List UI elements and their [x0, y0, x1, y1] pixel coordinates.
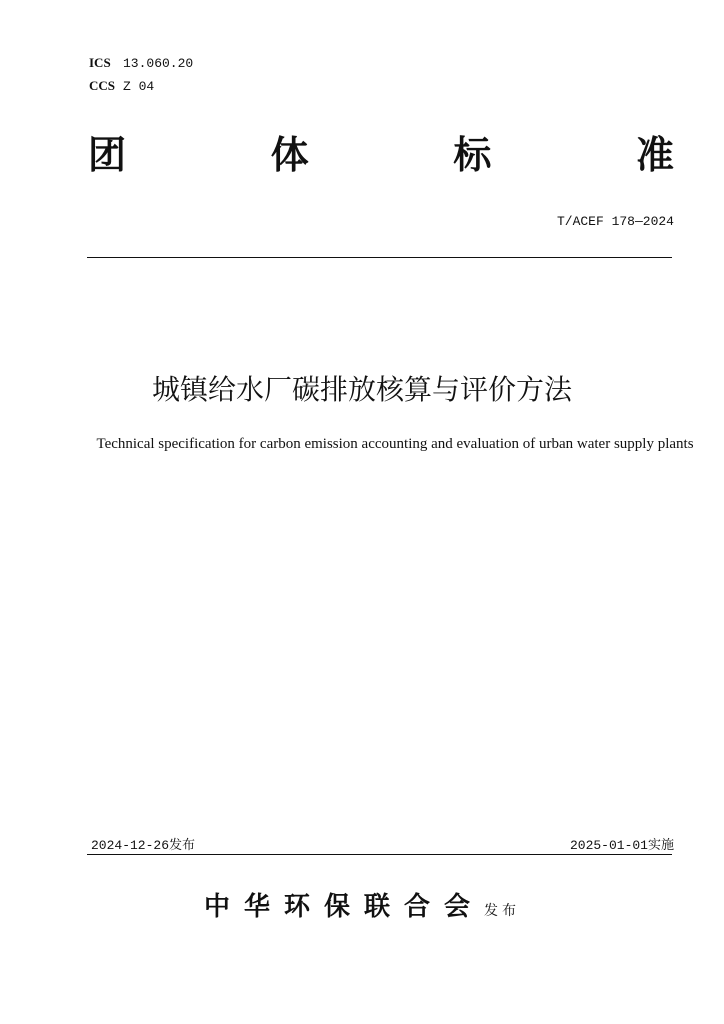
bottom-divider [87, 854, 672, 855]
ics-line [89, 52, 193, 75]
publisher-line [0, 886, 724, 923]
publish-date-block [91, 834, 195, 853]
publisher-organization: 中华环保联合会 [203, 892, 484, 922]
implement-date: 2025-01-01 [569, 838, 648, 853]
english-title: Technical specification for carbon emission accounting and evaluation of urban water supply plants [96, 436, 694, 452]
ccs-line [89, 75, 193, 98]
heading-char: 标 [453, 133, 492, 177]
chinese-title: 城镇给水厂碳排放核算与评价方法 [151, 373, 572, 406]
standard-number: T/ACEF 178—2024 [556, 214, 674, 229]
publisher-action: 发布 [484, 903, 520, 919]
top-divider [87, 257, 672, 258]
heading-char: 团 [88, 133, 127, 177]
document-category-heading [88, 130, 674, 180]
publish-label: 发布 [169, 838, 196, 853]
ics-value: 13.060.20 [123, 56, 194, 71]
classification-codes [89, 52, 193, 98]
heading-char: 准 [635, 133, 674, 177]
ics-label: ICS [89, 55, 111, 70]
implement-date-block [570, 834, 674, 853]
publish-date: 2024-12-26 [91, 838, 170, 853]
heading-char: 体 [270, 133, 309, 177]
ccs-label: CCS [89, 78, 116, 93]
implement-label: 实施 [647, 838, 674, 853]
ccs-value: Z 04 [123, 79, 155, 94]
